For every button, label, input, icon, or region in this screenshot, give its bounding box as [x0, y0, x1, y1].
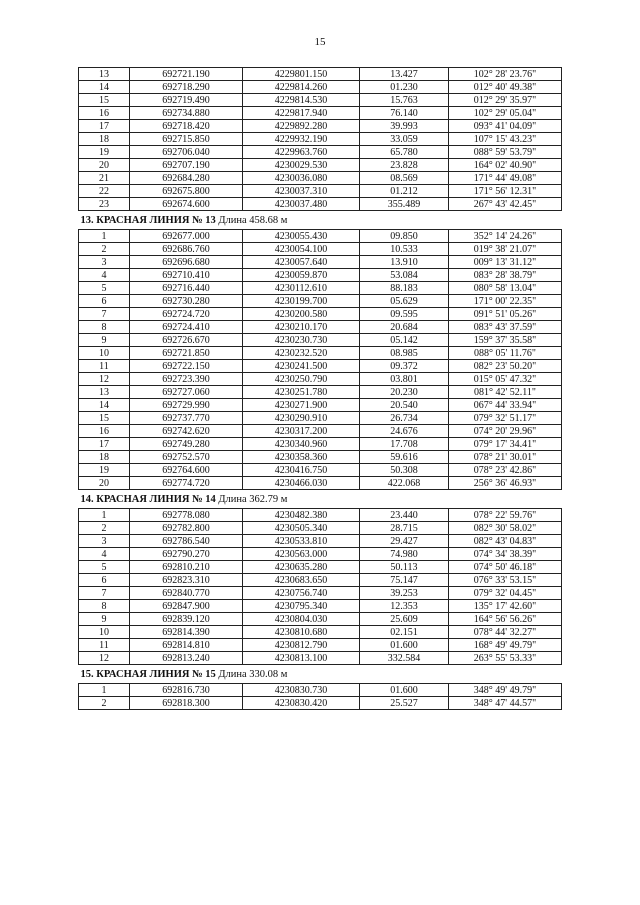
distance-cell: 08.985 [360, 347, 449, 360]
point-number-cell: 5 [79, 561, 130, 574]
point-number-cell: 2 [79, 697, 130, 710]
x-coordinate-cell: 692727.060 [130, 386, 243, 399]
table-row [79, 652, 562, 665]
x-coordinate-cell: 692675.800 [130, 185, 243, 198]
x-coordinate-cell: 692764.600 [130, 464, 243, 477]
table-row [79, 308, 562, 321]
distance-cell: 12.353 [360, 600, 449, 613]
bearing-cell: 256° 36' 46.93" [449, 477, 562, 490]
point-number-cell: 17 [79, 438, 130, 451]
table-row [79, 172, 562, 185]
y-coordinate-cell: 4230830.420 [243, 697, 360, 710]
bearing-cell: 074° 20' 29.96" [449, 425, 562, 438]
x-coordinate-cell: 692734.880 [130, 107, 243, 120]
table-row [79, 697, 562, 710]
bearing-cell: 164° 02' 40.90" [449, 159, 562, 172]
x-coordinate-cell: 692730.280 [130, 295, 243, 308]
distance-cell: 26.734 [360, 412, 449, 425]
bearing-cell: 079° 32' 51.17" [449, 412, 562, 425]
table-row [79, 600, 562, 613]
table-row [79, 107, 562, 120]
table-row [79, 626, 562, 639]
distance-cell: 01.230 [360, 81, 449, 94]
distance-cell: 03.801 [360, 373, 449, 386]
x-coordinate-cell: 692823.310 [130, 574, 243, 587]
table-row [79, 269, 562, 282]
x-coordinate-cell: 692813.240 [130, 652, 243, 665]
distance-cell: 59.616 [360, 451, 449, 464]
bearing-cell: 012° 40' 49.38" [449, 81, 562, 94]
x-coordinate-cell: 692752.570 [130, 451, 243, 464]
x-coordinate-cell: 692719.490 [130, 94, 243, 107]
y-coordinate-cell: 4230037.310 [243, 185, 360, 198]
distance-cell: 50.113 [360, 561, 449, 574]
bearing-cell: 019° 38' 21.07" [449, 243, 562, 256]
distance-cell: 25.527 [360, 697, 449, 710]
point-number-cell: 15 [79, 412, 130, 425]
bearing-cell: 091° 51' 05.26" [449, 308, 562, 321]
point-number-cell: 19 [79, 146, 130, 159]
y-coordinate-cell: 4230416.750 [243, 464, 360, 477]
y-coordinate-cell: 4230232.520 [243, 347, 360, 360]
bearing-cell: 348° 47' 44.57" [449, 697, 562, 710]
distance-cell: 33.059 [360, 133, 449, 146]
bearing-cell: 135° 17' 42.60" [449, 600, 562, 613]
table-row [79, 360, 562, 373]
section-header [79, 211, 562, 230]
y-coordinate-cell: 4230057.640 [243, 256, 360, 269]
x-coordinate-cell: 692840.770 [130, 587, 243, 600]
table-row [79, 548, 562, 561]
table-row [79, 561, 562, 574]
y-coordinate-cell: 4230210.170 [243, 321, 360, 334]
distance-cell: 20.684 [360, 321, 449, 334]
bearing-cell: 079° 17' 34.41" [449, 438, 562, 451]
table-row [79, 256, 562, 269]
x-coordinate-cell: 692790.270 [130, 548, 243, 561]
distance-cell: 29.427 [360, 535, 449, 548]
bearing-cell: 012° 29' 35.97" [449, 94, 562, 107]
y-coordinate-cell: 4230533.810 [243, 535, 360, 548]
distance-cell: 13.427 [360, 68, 449, 81]
table-row [79, 464, 562, 477]
table-row [79, 295, 562, 308]
bearing-cell: 088° 59' 53.79" [449, 146, 562, 159]
table-row [79, 399, 562, 412]
bearing-cell: 078° 44' 32.27" [449, 626, 562, 639]
y-coordinate-cell: 4229814.260 [243, 81, 360, 94]
y-coordinate-cell: 4230199.700 [243, 295, 360, 308]
x-coordinate-cell: 692818.300 [130, 697, 243, 710]
y-coordinate-cell: 4230804.030 [243, 613, 360, 626]
y-coordinate-cell: 4230317.200 [243, 425, 360, 438]
point-number-cell: 1 [79, 230, 130, 243]
bearing-cell: 088° 05' 11.76" [449, 347, 562, 360]
distance-cell: 39.253 [360, 587, 449, 600]
y-coordinate-cell: 4229932.190 [243, 133, 360, 146]
section-header-row [79, 490, 562, 509]
y-coordinate-cell: 4230251.780 [243, 386, 360, 399]
table-row [79, 438, 562, 451]
y-coordinate-cell: 4230756.740 [243, 587, 360, 600]
table-row [79, 243, 562, 256]
x-coordinate-cell: 692686.760 [130, 243, 243, 256]
section-length: Длина 458.68 м [218, 215, 288, 226]
x-coordinate-cell: 692729.990 [130, 399, 243, 412]
distance-cell: 88.183 [360, 282, 449, 295]
point-number-cell: 12 [79, 652, 130, 665]
bearing-cell: 015° 05' 47.32" [449, 373, 562, 386]
section-header [79, 490, 562, 509]
point-number-cell: 19 [79, 464, 130, 477]
point-number-cell: 3 [79, 256, 130, 269]
y-coordinate-cell: 4230810.680 [243, 626, 360, 639]
table-row [79, 159, 562, 172]
distance-cell: 75.147 [360, 574, 449, 587]
table-row [79, 133, 562, 146]
page-number: 15 [314, 36, 326, 48]
table-row [79, 522, 562, 535]
distance-cell: 09.595 [360, 308, 449, 321]
point-number-cell: 14 [79, 81, 130, 94]
x-coordinate-cell: 692814.390 [130, 626, 243, 639]
distance-cell: 13.910 [360, 256, 449, 269]
x-coordinate-cell: 692684.280 [130, 172, 243, 185]
y-coordinate-cell: 4230054.100 [243, 243, 360, 256]
x-coordinate-cell: 692726.670 [130, 334, 243, 347]
x-coordinate-cell: 692742.620 [130, 425, 243, 438]
point-number-cell: 10 [79, 626, 130, 639]
point-number-cell: 9 [79, 613, 130, 626]
point-number-cell: 12 [79, 373, 130, 386]
point-number-cell: 7 [79, 308, 130, 321]
y-coordinate-cell: 4230812.790 [243, 639, 360, 652]
table-row [79, 451, 562, 464]
point-number-cell: 21 [79, 172, 130, 185]
point-number-cell: 13 [79, 386, 130, 399]
x-coordinate-cell: 692749.280 [130, 438, 243, 451]
point-number-cell: 14 [79, 399, 130, 412]
y-coordinate-cell: 4230241.500 [243, 360, 360, 373]
x-coordinate-cell: 692724.720 [130, 308, 243, 321]
bearing-cell: 348° 49' 49.79" [449, 684, 562, 697]
bearing-cell: 107° 15' 43.23" [449, 133, 562, 146]
x-coordinate-cell: 692707.190 [130, 159, 243, 172]
bearing-cell: 083° 43' 37.59" [449, 321, 562, 334]
y-coordinate-cell: 4229892.280 [243, 120, 360, 133]
y-coordinate-cell: 4230813.100 [243, 652, 360, 665]
distance-cell: 53.084 [360, 269, 449, 282]
y-coordinate-cell: 4229801.150 [243, 68, 360, 81]
bearing-cell: 009° 13' 31.12" [449, 256, 562, 269]
table-row [79, 425, 562, 438]
bearing-cell: 082° 23' 50.20" [449, 360, 562, 373]
y-coordinate-cell: 4230055.430 [243, 230, 360, 243]
point-number-cell: 11 [79, 639, 130, 652]
bearing-cell: 164° 56' 56.26" [449, 613, 562, 626]
bearing-cell: 074° 50' 46.18" [449, 561, 562, 574]
point-number-cell: 15 [79, 94, 130, 107]
table-row [79, 198, 562, 211]
point-number-cell: 6 [79, 295, 130, 308]
distance-cell: 01.212 [360, 185, 449, 198]
distance-cell: 76.140 [360, 107, 449, 120]
y-coordinate-cell: 4230466.030 [243, 477, 360, 490]
x-coordinate-cell: 692786.540 [130, 535, 243, 548]
y-coordinate-cell: 4230059.870 [243, 269, 360, 282]
point-number-cell: 2 [79, 243, 130, 256]
point-number-cell: 7 [79, 587, 130, 600]
x-coordinate-cell: 692721.850 [130, 347, 243, 360]
distance-cell: 01.600 [360, 639, 449, 652]
y-coordinate-cell: 4230505.340 [243, 522, 360, 535]
bearing-cell: 352° 14' 24.26" [449, 230, 562, 243]
section-header [79, 665, 562, 684]
table-row [79, 386, 562, 399]
distance-cell: 65.780 [360, 146, 449, 159]
distance-cell: 08.569 [360, 172, 449, 185]
bearing-cell: 081° 42' 52.11" [449, 386, 562, 399]
table-row [79, 321, 562, 334]
y-coordinate-cell: 4230340.960 [243, 438, 360, 451]
distance-cell: 10.533 [360, 243, 449, 256]
distance-cell: 05.629 [360, 295, 449, 308]
bearing-cell: 078° 23' 42.86" [449, 464, 562, 477]
y-coordinate-cell: 4230036.080 [243, 172, 360, 185]
point-number-cell: 4 [79, 548, 130, 561]
y-coordinate-cell: 4230482.380 [243, 509, 360, 522]
table-row [79, 146, 562, 159]
distance-cell: 74.980 [360, 548, 449, 561]
bearing-cell: 171° 56' 12.31" [449, 185, 562, 198]
x-coordinate-cell: 692716.440 [130, 282, 243, 295]
x-coordinate-cell: 692847.900 [130, 600, 243, 613]
point-number-cell: 1 [79, 509, 130, 522]
y-coordinate-cell: 4230271.900 [243, 399, 360, 412]
distance-cell: 20.540 [360, 399, 449, 412]
bearing-cell: 067° 44' 33.94" [449, 399, 562, 412]
point-number-cell: 8 [79, 600, 130, 613]
x-coordinate-cell: 692696.680 [130, 256, 243, 269]
bearing-cell: 076° 33' 53.15" [449, 574, 562, 587]
point-number-cell: 18 [79, 451, 130, 464]
distance-cell: 355.489 [360, 198, 449, 211]
distance-cell: 17.708 [360, 438, 449, 451]
table-row [79, 684, 562, 697]
x-coordinate-cell: 692816.730 [130, 684, 243, 697]
distance-cell: 02.151 [360, 626, 449, 639]
point-number-cell: 9 [79, 334, 130, 347]
y-coordinate-cell: 4230358.360 [243, 451, 360, 464]
point-number-cell: 4 [79, 269, 130, 282]
table-row [79, 613, 562, 626]
bearing-cell: 078° 21' 30.01" [449, 451, 562, 464]
distance-cell: 39.993 [360, 120, 449, 133]
point-number-cell: 11 [79, 360, 130, 373]
table-row [79, 639, 562, 652]
distance-cell: 09.372 [360, 360, 449, 373]
point-number-cell: 17 [79, 120, 130, 133]
distance-cell: 01.600 [360, 684, 449, 697]
section-title: 13. КРАСНАЯ ЛИНИЯ № 13 [80, 215, 216, 226]
bearing-cell: 263° 55' 53.33" [449, 652, 562, 665]
distance-cell: 15.763 [360, 94, 449, 107]
x-coordinate-cell: 692718.290 [130, 81, 243, 94]
section-title: 14. КРАСНАЯ ЛИНИЯ № 14 [80, 494, 216, 505]
x-coordinate-cell: 692737.770 [130, 412, 243, 425]
y-coordinate-cell: 4230029.530 [243, 159, 360, 172]
table-row [79, 509, 562, 522]
distance-cell: 50.308 [360, 464, 449, 477]
point-number-cell: 20 [79, 477, 130, 490]
point-number-cell: 1 [79, 684, 130, 697]
bearing-cell: 080° 58' 13.04" [449, 282, 562, 295]
x-coordinate-cell: 692782.800 [130, 522, 243, 535]
point-number-cell: 16 [79, 107, 130, 120]
distance-cell: 332.584 [360, 652, 449, 665]
bearing-cell: 159° 37' 35.58" [449, 334, 562, 347]
table-row [79, 574, 562, 587]
bearing-cell: 082° 43' 04.83" [449, 535, 562, 548]
section-header-row [79, 665, 562, 684]
x-coordinate-cell: 692715.850 [130, 133, 243, 146]
x-coordinate-cell: 692710.410 [130, 269, 243, 282]
x-coordinate-cell: 692814.810 [130, 639, 243, 652]
y-coordinate-cell: 4230635.280 [243, 561, 360, 574]
y-coordinate-cell: 4230200.580 [243, 308, 360, 321]
bearing-cell: 102° 28' 23.76" [449, 68, 562, 81]
point-number-cell: 20 [79, 159, 130, 172]
x-coordinate-cell: 692723.390 [130, 373, 243, 386]
point-number-cell: 5 [79, 282, 130, 295]
point-number-cell: 8 [79, 321, 130, 334]
bearing-cell: 079° 32' 04.45" [449, 587, 562, 600]
x-coordinate-cell: 692774.720 [130, 477, 243, 490]
bearing-cell: 083° 28' 38.79" [449, 269, 562, 282]
bearing-cell: 168° 49' 49.79" [449, 639, 562, 652]
table-row [79, 373, 562, 386]
table-row [79, 535, 562, 548]
section-header-row [79, 211, 562, 230]
y-coordinate-cell: 4230037.480 [243, 198, 360, 211]
distance-cell: 20.230 [360, 386, 449, 399]
x-coordinate-cell: 692677.000 [130, 230, 243, 243]
bearing-cell: 074° 34' 38.39" [449, 548, 562, 561]
point-number-cell: 18 [79, 133, 130, 146]
table-row [79, 587, 562, 600]
x-coordinate-cell: 692721.190 [130, 68, 243, 81]
x-coordinate-cell: 692724.410 [130, 321, 243, 334]
table-row [79, 282, 562, 295]
distance-cell: 25.609 [360, 613, 449, 626]
distance-cell: 05.142 [360, 334, 449, 347]
section-length: Длина 330.08 м [218, 669, 288, 680]
coordinates-table [78, 67, 562, 710]
point-number-cell: 16 [79, 425, 130, 438]
point-number-cell: 6 [79, 574, 130, 587]
y-coordinate-cell: 4229814.530 [243, 94, 360, 107]
bearing-cell: 102° 29' 05.04" [449, 107, 562, 120]
y-coordinate-cell: 4229817.940 [243, 107, 360, 120]
table-row [79, 94, 562, 107]
y-coordinate-cell: 4230112.610 [243, 282, 360, 295]
bearing-cell: 267° 43' 42.45" [449, 198, 562, 211]
x-coordinate-cell: 692706.040 [130, 146, 243, 159]
y-coordinate-cell: 4229963.760 [243, 146, 360, 159]
point-number-cell: 22 [79, 185, 130, 198]
bearing-cell: 171° 00' 22.35" [449, 295, 562, 308]
x-coordinate-cell: 692674.600 [130, 198, 243, 211]
table-row [79, 120, 562, 133]
table-row [79, 185, 562, 198]
y-coordinate-cell: 4230250.790 [243, 373, 360, 386]
y-coordinate-cell: 4230795.340 [243, 600, 360, 613]
point-number-cell: 10 [79, 347, 130, 360]
bearing-cell: 082° 30' 58.02" [449, 522, 562, 535]
table-row [79, 81, 562, 94]
table-row [79, 334, 562, 347]
table-row [79, 477, 562, 490]
section-title: 15. КРАСНАЯ ЛИНИЯ № 15 [80, 669, 216, 680]
y-coordinate-cell: 4230563.000 [243, 548, 360, 561]
x-coordinate-cell: 692718.420 [130, 120, 243, 133]
x-coordinate-cell: 692810.210 [130, 561, 243, 574]
point-number-cell: 23 [79, 198, 130, 211]
point-number-cell: 13 [79, 68, 130, 81]
distance-cell: 422.068 [360, 477, 449, 490]
y-coordinate-cell: 4230230.730 [243, 334, 360, 347]
x-coordinate-cell: 692778.080 [130, 509, 243, 522]
bearing-cell: 171° 44' 49.08" [449, 172, 562, 185]
x-coordinate-cell: 692839.120 [130, 613, 243, 626]
section-length: Длина 362.79 м [218, 494, 288, 505]
table-row [79, 68, 562, 81]
distance-cell: 24.676 [360, 425, 449, 438]
table-row [79, 347, 562, 360]
coordinates-table-body [79, 68, 562, 710]
bearing-cell: 078° 22' 59.76" [449, 509, 562, 522]
distance-cell: 23.828 [360, 159, 449, 172]
y-coordinate-cell: 4230830.730 [243, 684, 360, 697]
y-coordinate-cell: 4230683.650 [243, 574, 360, 587]
distance-cell: 28.715 [360, 522, 449, 535]
point-number-cell: 2 [79, 522, 130, 535]
table-row [79, 412, 562, 425]
distance-cell: 09.850 [360, 230, 449, 243]
y-coordinate-cell: 4230290.910 [243, 412, 360, 425]
distance-cell: 23.440 [360, 509, 449, 522]
bearing-cell: 093° 41' 04.09" [449, 120, 562, 133]
table-row [79, 230, 562, 243]
point-number-cell: 3 [79, 535, 130, 548]
x-coordinate-cell: 692722.150 [130, 360, 243, 373]
